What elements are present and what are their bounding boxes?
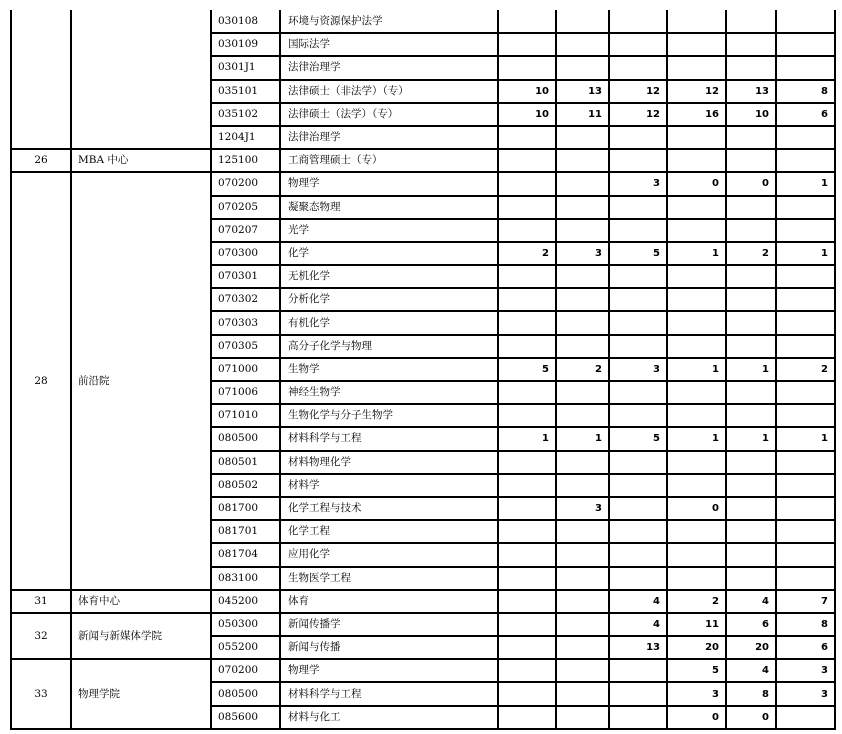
major-code: 070303 bbox=[211, 311, 280, 334]
major-name: 无机化学 bbox=[280, 265, 498, 288]
count-cell: 11 bbox=[667, 613, 726, 636]
count-cell: 0 bbox=[667, 172, 726, 195]
count-cell bbox=[556, 149, 609, 172]
major-code: 1204J1 bbox=[211, 126, 280, 149]
major-code: 070300 bbox=[211, 242, 280, 265]
count-cell: 4 bbox=[609, 590, 667, 613]
count-cell bbox=[667, 451, 726, 474]
count-cell: 0 bbox=[667, 706, 726, 729]
major-code: 070305 bbox=[211, 335, 280, 358]
count-cell bbox=[776, 335, 835, 358]
count-cell bbox=[726, 33, 776, 56]
major-name: 生物化学与分子生物学 bbox=[280, 404, 498, 427]
major-code: 030109 bbox=[211, 33, 280, 56]
major-name: 生物医学工程 bbox=[280, 567, 498, 590]
count-cell bbox=[498, 520, 556, 543]
major-code: 071006 bbox=[211, 381, 280, 404]
table-row bbox=[11, 613, 835, 636]
count-cell bbox=[498, 543, 556, 566]
major-name: 生物学 bbox=[280, 358, 498, 381]
count-cell bbox=[556, 56, 609, 79]
institute-name: 物理学院 bbox=[71, 659, 211, 729]
major-code: 083100 bbox=[211, 567, 280, 590]
major-code: 045200 bbox=[211, 590, 280, 613]
major-name: 神经生物学 bbox=[280, 381, 498, 404]
count-cell bbox=[726, 149, 776, 172]
count-cell bbox=[498, 288, 556, 311]
count-cell bbox=[498, 474, 556, 497]
count-cell bbox=[498, 265, 556, 288]
count-cell bbox=[667, 311, 726, 334]
count-cell bbox=[498, 381, 556, 404]
count-cell: 2 bbox=[726, 242, 776, 265]
major-code: 030108 bbox=[211, 10, 280, 33]
major-code: 070207 bbox=[211, 219, 280, 242]
count-cell bbox=[556, 590, 609, 613]
count-cell bbox=[726, 543, 776, 566]
major-name: 体育 bbox=[280, 590, 498, 613]
count-cell bbox=[776, 497, 835, 520]
major-name: 光学 bbox=[280, 219, 498, 242]
count-cell bbox=[498, 10, 556, 33]
count-cell bbox=[726, 126, 776, 149]
count-cell bbox=[556, 613, 609, 636]
major-code: 071010 bbox=[211, 404, 280, 427]
count-cell bbox=[556, 265, 609, 288]
institute-number: 31 bbox=[11, 590, 71, 613]
count-cell bbox=[726, 381, 776, 404]
count-cell bbox=[726, 404, 776, 427]
major-name: 新闻与传播 bbox=[280, 636, 498, 659]
count-cell bbox=[667, 543, 726, 566]
count-cell bbox=[498, 497, 556, 520]
count-cell: 16 bbox=[667, 103, 726, 126]
count-cell bbox=[726, 56, 776, 79]
major-name: 新闻传播学 bbox=[280, 613, 498, 636]
major-name: 法律治理学 bbox=[280, 56, 498, 79]
count-cell bbox=[498, 56, 556, 79]
major-name: 化学工程与技术 bbox=[280, 497, 498, 520]
count-cell bbox=[498, 682, 556, 705]
count-cell bbox=[556, 381, 609, 404]
institute-number bbox=[11, 10, 71, 149]
count-cell: 20 bbox=[667, 636, 726, 659]
count-cell bbox=[776, 149, 835, 172]
count-cell: 3 bbox=[609, 172, 667, 195]
table-body bbox=[11, 10, 835, 729]
count-cell bbox=[776, 404, 835, 427]
count-cell: 12 bbox=[609, 103, 667, 126]
count-cell bbox=[776, 543, 835, 566]
count-cell bbox=[556, 520, 609, 543]
count-cell bbox=[667, 33, 726, 56]
major-name: 法律治理学 bbox=[280, 126, 498, 149]
count-cell bbox=[609, 56, 667, 79]
count-cell bbox=[726, 497, 776, 520]
count-cell bbox=[776, 311, 835, 334]
institute-name: 新闻与新媒体学院 bbox=[71, 613, 211, 659]
major-code: 080500 bbox=[211, 427, 280, 450]
count-cell bbox=[667, 265, 726, 288]
count-cell bbox=[667, 219, 726, 242]
count-cell bbox=[776, 474, 835, 497]
count-cell bbox=[498, 636, 556, 659]
count-cell bbox=[609, 497, 667, 520]
count-cell bbox=[498, 590, 556, 613]
count-cell: 3 bbox=[556, 497, 609, 520]
count-cell: 5 bbox=[609, 242, 667, 265]
count-cell: 20 bbox=[726, 636, 776, 659]
count-cell bbox=[667, 520, 726, 543]
count-cell: 8 bbox=[776, 613, 835, 636]
count-cell: 5 bbox=[667, 659, 726, 682]
count-cell: 1 bbox=[726, 427, 776, 450]
count-cell bbox=[498, 613, 556, 636]
count-cell bbox=[609, 126, 667, 149]
count-cell bbox=[776, 10, 835, 33]
count-cell bbox=[498, 33, 556, 56]
count-cell bbox=[726, 335, 776, 358]
count-cell bbox=[609, 381, 667, 404]
count-cell: 1 bbox=[556, 427, 609, 450]
major-code: 070302 bbox=[211, 288, 280, 311]
count-cell: 3 bbox=[776, 682, 835, 705]
count-cell: 4 bbox=[726, 590, 776, 613]
institute-number: 33 bbox=[11, 659, 71, 729]
major-code: 070200 bbox=[211, 172, 280, 195]
count-cell: 7 bbox=[776, 590, 835, 613]
count-cell: 3 bbox=[556, 242, 609, 265]
major-code: 055200 bbox=[211, 636, 280, 659]
count-cell bbox=[609, 196, 667, 219]
major-name: 分析化学 bbox=[280, 288, 498, 311]
major-code: 081701 bbox=[211, 520, 280, 543]
count-cell bbox=[667, 567, 726, 590]
count-cell: 2 bbox=[776, 358, 835, 381]
count-cell bbox=[776, 33, 835, 56]
count-cell bbox=[498, 172, 556, 195]
major-name: 环境与资源保护法学 bbox=[280, 10, 498, 33]
count-cell bbox=[556, 451, 609, 474]
enrollment-table bbox=[10, 10, 836, 730]
count-cell bbox=[726, 219, 776, 242]
major-name: 法律硕士（非法学）（专） bbox=[280, 80, 498, 103]
major-code: 050300 bbox=[211, 613, 280, 636]
count-cell bbox=[556, 474, 609, 497]
count-cell: 5 bbox=[609, 427, 667, 450]
count-cell bbox=[609, 335, 667, 358]
count-cell bbox=[776, 196, 835, 219]
major-name: 有机化学 bbox=[280, 311, 498, 334]
count-cell: 2 bbox=[498, 242, 556, 265]
count-cell: 1 bbox=[667, 427, 726, 450]
count-cell bbox=[498, 126, 556, 149]
count-cell bbox=[667, 335, 726, 358]
major-code: 0301J1 bbox=[211, 56, 280, 79]
major-name: 化学工程 bbox=[280, 520, 498, 543]
major-code: 070200 bbox=[211, 659, 280, 682]
count-cell bbox=[776, 381, 835, 404]
table-row bbox=[11, 659, 835, 682]
count-cell bbox=[556, 33, 609, 56]
count-cell bbox=[776, 520, 835, 543]
major-name: 化学 bbox=[280, 242, 498, 265]
count-cell: 13 bbox=[726, 80, 776, 103]
count-cell: 10 bbox=[498, 103, 556, 126]
count-cell bbox=[609, 543, 667, 566]
count-cell bbox=[498, 149, 556, 172]
count-cell bbox=[667, 10, 726, 33]
count-cell: 3 bbox=[667, 682, 726, 705]
count-cell bbox=[609, 265, 667, 288]
count-cell bbox=[726, 288, 776, 311]
count-cell bbox=[556, 335, 609, 358]
count-cell: 0 bbox=[726, 706, 776, 729]
count-cell: 1 bbox=[498, 427, 556, 450]
count-cell: 10 bbox=[726, 103, 776, 126]
count-cell bbox=[609, 520, 667, 543]
major-name: 应用化学 bbox=[280, 543, 498, 566]
count-cell bbox=[726, 520, 776, 543]
count-cell bbox=[556, 543, 609, 566]
count-cell bbox=[667, 404, 726, 427]
count-cell bbox=[726, 311, 776, 334]
major-code: 080500 bbox=[211, 682, 280, 705]
count-cell: 11 bbox=[556, 103, 609, 126]
major-code: 071000 bbox=[211, 358, 280, 381]
count-cell: 4 bbox=[609, 613, 667, 636]
major-name: 材料科学与工程 bbox=[280, 427, 498, 450]
major-name: 材料学 bbox=[280, 474, 498, 497]
count-cell bbox=[667, 149, 726, 172]
institute-number: 26 bbox=[11, 149, 71, 172]
institute-number: 28 bbox=[11, 172, 71, 589]
count-cell bbox=[667, 56, 726, 79]
count-cell bbox=[726, 196, 776, 219]
major-name: 材料物理化学 bbox=[280, 451, 498, 474]
table-row bbox=[11, 10, 835, 33]
major-code: 070301 bbox=[211, 265, 280, 288]
count-cell bbox=[609, 219, 667, 242]
count-cell bbox=[776, 56, 835, 79]
count-cell bbox=[609, 288, 667, 311]
count-cell bbox=[667, 126, 726, 149]
count-cell bbox=[556, 311, 609, 334]
count-cell bbox=[609, 10, 667, 33]
count-cell bbox=[726, 265, 776, 288]
major-name: 物理学 bbox=[280, 172, 498, 195]
count-cell: 1 bbox=[776, 172, 835, 195]
major-name: 凝聚态物理 bbox=[280, 196, 498, 219]
count-cell: 8 bbox=[776, 80, 835, 103]
count-cell bbox=[667, 196, 726, 219]
count-cell bbox=[556, 219, 609, 242]
count-cell: 3 bbox=[609, 358, 667, 381]
count-cell: 2 bbox=[667, 590, 726, 613]
count-cell bbox=[556, 10, 609, 33]
count-cell bbox=[498, 567, 556, 590]
count-cell bbox=[776, 706, 835, 729]
count-cell bbox=[609, 149, 667, 172]
count-cell: 1 bbox=[667, 358, 726, 381]
count-cell bbox=[556, 126, 609, 149]
table-row bbox=[11, 149, 835, 172]
count-cell bbox=[776, 451, 835, 474]
count-cell bbox=[609, 682, 667, 705]
major-code: 085600 bbox=[211, 706, 280, 729]
count-cell bbox=[556, 404, 609, 427]
count-cell bbox=[498, 219, 556, 242]
count-cell bbox=[498, 451, 556, 474]
major-code: 081704 bbox=[211, 543, 280, 566]
count-cell: 10 bbox=[498, 80, 556, 103]
count-cell bbox=[556, 659, 609, 682]
major-name: 材料与化工 bbox=[280, 706, 498, 729]
count-cell: 13 bbox=[609, 636, 667, 659]
table-row bbox=[11, 590, 835, 613]
count-cell: 6 bbox=[726, 613, 776, 636]
count-cell: 8 bbox=[726, 682, 776, 705]
count-cell bbox=[609, 404, 667, 427]
count-cell bbox=[726, 474, 776, 497]
count-cell bbox=[667, 381, 726, 404]
count-cell: 0 bbox=[667, 497, 726, 520]
count-cell bbox=[609, 567, 667, 590]
major-name: 工商管理硕士（专） bbox=[280, 149, 498, 172]
count-cell: 1 bbox=[776, 427, 835, 450]
institute-name: 前沿院 bbox=[71, 172, 211, 589]
major-name: 法律硕士（法学）（专） bbox=[280, 103, 498, 126]
count-cell: 6 bbox=[776, 636, 835, 659]
institute-name bbox=[71, 10, 211, 149]
count-cell bbox=[498, 404, 556, 427]
count-cell bbox=[609, 659, 667, 682]
major-code: 035102 bbox=[211, 103, 280, 126]
count-cell bbox=[726, 10, 776, 33]
major-code: 080502 bbox=[211, 474, 280, 497]
count-cell bbox=[776, 288, 835, 311]
count-cell bbox=[556, 172, 609, 195]
count-cell: 3 bbox=[776, 659, 835, 682]
count-cell: 1 bbox=[667, 242, 726, 265]
count-cell bbox=[667, 288, 726, 311]
count-cell bbox=[498, 706, 556, 729]
count-cell bbox=[776, 567, 835, 590]
count-cell bbox=[609, 451, 667, 474]
major-name: 高分子化学与物理 bbox=[280, 335, 498, 358]
major-code: 035101 bbox=[211, 80, 280, 103]
count-cell bbox=[498, 196, 556, 219]
major-code: 081700 bbox=[211, 497, 280, 520]
institute-name: 体育中心 bbox=[71, 590, 211, 613]
count-cell: 12 bbox=[609, 80, 667, 103]
count-cell bbox=[609, 33, 667, 56]
count-cell bbox=[556, 288, 609, 311]
count-cell bbox=[556, 682, 609, 705]
count-cell bbox=[609, 474, 667, 497]
count-cell bbox=[609, 311, 667, 334]
major-name: 材料科学与工程 bbox=[280, 682, 498, 705]
count-cell: 0 bbox=[726, 172, 776, 195]
count-cell bbox=[609, 706, 667, 729]
count-cell bbox=[726, 451, 776, 474]
count-cell: 12 bbox=[667, 80, 726, 103]
count-cell bbox=[776, 219, 835, 242]
count-cell bbox=[498, 311, 556, 334]
count-cell: 13 bbox=[556, 80, 609, 103]
count-cell bbox=[726, 567, 776, 590]
major-code: 080501 bbox=[211, 451, 280, 474]
count-cell: 1 bbox=[726, 358, 776, 381]
count-cell: 1 bbox=[776, 242, 835, 265]
count-cell: 6 bbox=[776, 103, 835, 126]
major-code: 070205 bbox=[211, 196, 280, 219]
count-cell bbox=[498, 335, 556, 358]
institute-number: 32 bbox=[11, 613, 71, 659]
count-cell bbox=[556, 567, 609, 590]
table-row bbox=[11, 172, 835, 195]
count-cell bbox=[556, 196, 609, 219]
count-cell bbox=[776, 126, 835, 149]
count-cell bbox=[776, 265, 835, 288]
major-code: 125100 bbox=[211, 149, 280, 172]
count-cell: 2 bbox=[556, 358, 609, 381]
count-cell bbox=[498, 659, 556, 682]
major-name: 国际法学 bbox=[280, 33, 498, 56]
count-cell bbox=[556, 706, 609, 729]
count-cell bbox=[667, 474, 726, 497]
institute-name: MBA 中心 bbox=[71, 149, 211, 172]
count-cell: 4 bbox=[726, 659, 776, 682]
count-cell bbox=[556, 636, 609, 659]
count-cell: 5 bbox=[498, 358, 556, 381]
major-name: 物理学 bbox=[280, 659, 498, 682]
